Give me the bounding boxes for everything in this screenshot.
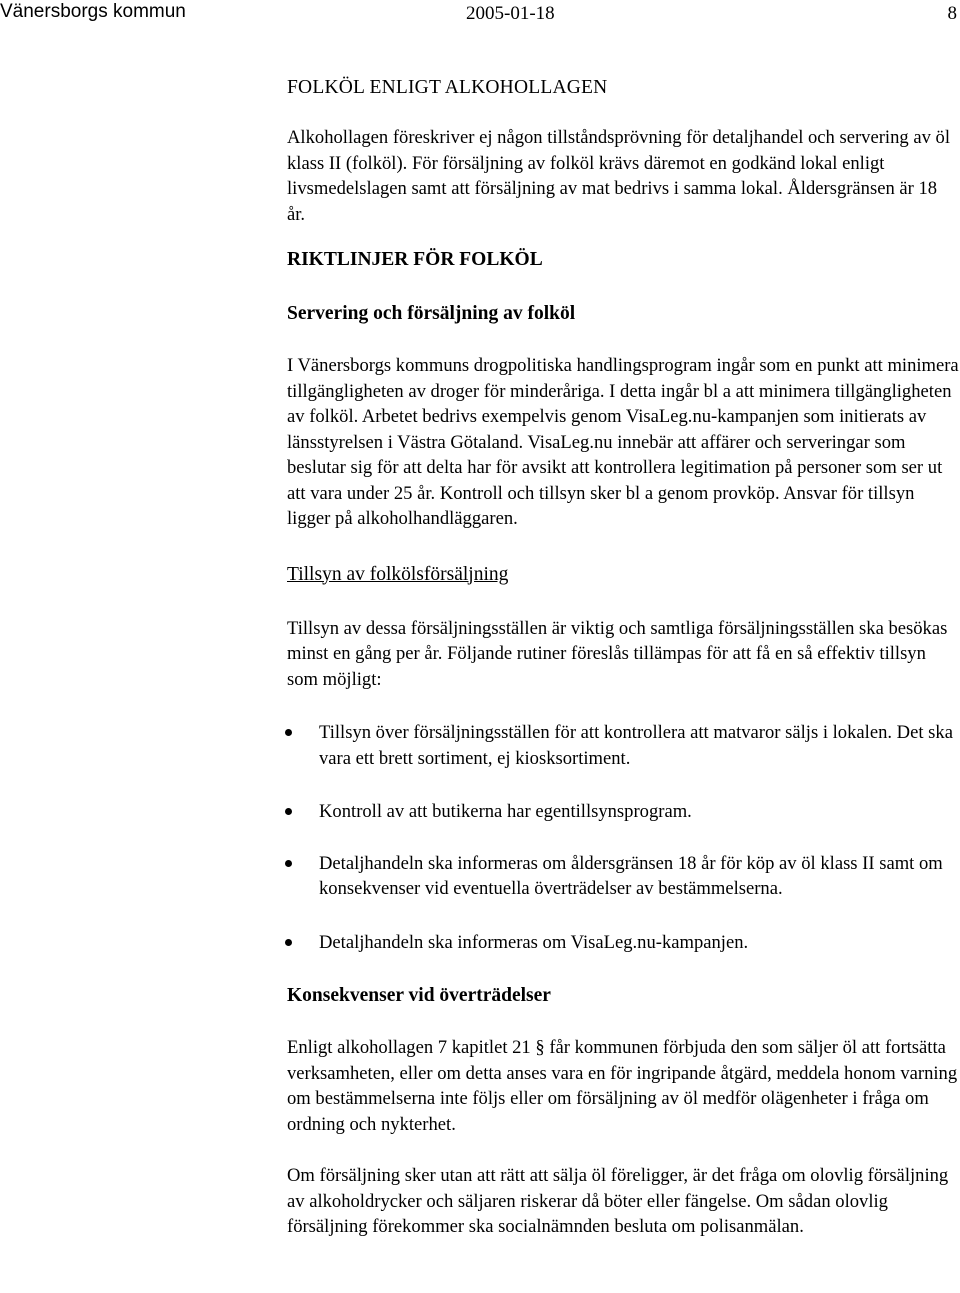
list-item (287, 851, 959, 902)
servering-paragraph: I Vänersborgs kommuns drogpolitiska handlingsprogram ingår som en punkt att minimera tillgängligheten av droger för minderåriga. I detta ingår bl a att minimera tillgängligheten av folköl. Arbetet bedrivs exempelvis genom VisaLeg.nu-kampanjen som initierats av länsstyrelsen i Västra Götaland. VisaLeg.nu innebär att affärer och serveringar som beslutar sig för att delta har för avsikt att kontrollera legitimation på personer som ser ut att vara under 25 år. Kontroll och tillsyn sker bl a genom provköp. Ansvar för tillsyn ligger på alkoholhandläggaren. (287, 355, 959, 529)
tillsyn-bullet-list (287, 720, 959, 955)
list-item (287, 799, 959, 825)
servering-heading: Servering och försäljning av folköl (287, 303, 576, 324)
bullet-icon (285, 860, 292, 867)
bullet-icon (285, 939, 292, 946)
konsekvenser-heading: Konsekvenser vid överträdelser (287, 985, 551, 1006)
tillsyn-paragraph: Tillsyn av dessa försäljningsställen är viktig och samtliga försäljningsställen ska besökas minst en gång per år. Följande rutiner föreslås tillämpas för att få en så effektiv tillsyn som möjligt: (287, 617, 948, 690)
list-item (287, 930, 959, 956)
konsekvenser-paragraph-1: Enligt alkohollagen 7 kapitlet 21 § får kommunen förbjuda den som säljer öl att fortsätta verksamheten, eller om detta anses vara en för ingripande åtgärd, meddela honom varning om bestämmelserna inte följs eller om försäljning av öl medför olägenheter i fråga om ordning och nykterhet. (287, 1037, 958, 1135)
bullet-icon (285, 808, 292, 815)
page-number: 8 (947, 3, 957, 24)
intro-paragraph: Alkohollagen föreskriver ej någon tillståndsprövning för detaljhandel och servering av öl klass II (folköl). För försäljning av folköl krävs däremot en godkänd lokal enligt livsmedelslagen samt att försäljning av mat bedrivs i samma lokal. Åldersgränsen är 18 år. (287, 127, 950, 225)
riktlinjer-heading: RIKTLINJER FÖR FOLKÖL (287, 249, 543, 270)
list-item-text: Tillsyn över försäljningsställen för att kontrollera att matvaror säljs i lokalen. Det ska vara ett brett sortiment, ej kiosksortiment. (319, 722, 953, 769)
document-body (287, 75, 959, 1240)
header-date: 2005-01-18 (466, 3, 555, 24)
page-header (0, 0, 960, 26)
konsekvenser-paragraph-2: Om försäljning sker utan att rätt att sälja öl föreligger, är det fråga om olovlig försäljning av alkoholdrycker och säljaren riskerar då böter eller fängelse. Om sådan olovlig försäljning förekommer ska socialnämnden besluta om polisanmälan. (287, 1165, 949, 1237)
list-item (287, 720, 959, 771)
document-title: FOLKÖL ENLIGT ALKOHOLLAGEN (287, 77, 608, 98)
list-item-text: Detaljhandeln ska informeras om åldersgränsen 18 år för köp av öl klass II samt om konsekvenser vid eventuella överträdelser av bestämmelserna. (319, 852, 943, 899)
list-item-text: Kontroll av att butikerna har egentillsynsprogram. (319, 801, 692, 822)
tillsyn-heading: Tillsyn av folkölsförsäljning (287, 563, 509, 585)
bullet-icon (285, 729, 292, 736)
list-item-text: Detaljhandeln ska informeras om VisaLeg.nu-kampanjen. (319, 931, 749, 953)
header-organization: Vänersborgs kommun (0, 1, 186, 22)
